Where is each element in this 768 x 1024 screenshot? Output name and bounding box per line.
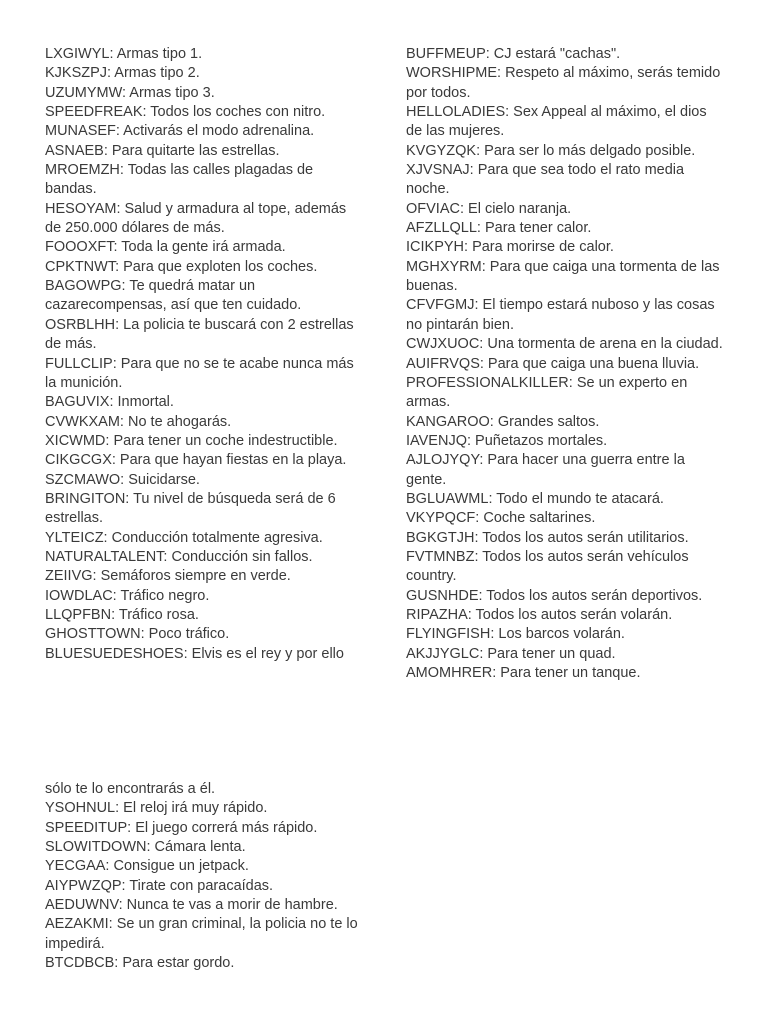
- cheat-entry: GHOSTTOWN: Poco tráfico.: [45, 626, 230, 643]
- cheat-entry: IAVENJQ: Puñetazos mortales.: [406, 432, 608, 449]
- cheat-entry: AJLOJYQY: Para hacer una guerra entre la gente.: [406, 452, 685, 488]
- cheat-entry: OFVIAC: El cielo naranja.: [406, 200, 572, 217]
- cheat-entry: ZEIIVG: Semáforos siempre en verde.: [45, 568, 291, 585]
- cheat-entry: WORSHIPME: Respeto al máximo, serás temido por todos.: [406, 65, 721, 101]
- cheat-entry: HESOYAM: Salud y armadura al tope, además de 250.000 dólares de más.: [45, 200, 347, 237]
- cheat-entry: CFVFGMJ: El tiempo estará nuboso y las cosas no pintarán bien.: [406, 297, 715, 333]
- cheat-entry: BAGUVIX: Inmortal.: [45, 394, 174, 411]
- cheat-entry: FLYINGFISH: Los barcos volarán.: [406, 626, 625, 643]
- cheat-entry: XJVSNAJ: Para que sea todo el rato media noche.: [406, 162, 685, 198]
- cheat-entry: IOWDLAC: Tráfico negro.: [45, 587, 210, 604]
- cheat-list-left-column-continued: [45, 780, 363, 973]
- cheat-entry: ICIKPYH: Para morirse de calor.: [406, 239, 614, 256]
- cheat-entry: KVGYZQK: Para ser lo más delgado posible.: [406, 142, 696, 159]
- cheat-entry: AEDUWNV: Nunca te vas a morir de hambre.: [45, 897, 338, 914]
- cheat-entry: BAGOWPG: Te quedrá matar un cazarecompensas, así que ten cuidado.: [45, 278, 302, 314]
- cheat-entry: SPEEDFREAK: Todos los coches con nitro.: [45, 104, 326, 121]
- cheat-entry: BTCDBCB: Para estar gordo.: [45, 955, 235, 972]
- cheat-entry: YECGAA: Consigue un jetpack.: [45, 858, 249, 875]
- cheat-entry: CPKTNWT: Para que exploten los coches.: [45, 258, 318, 275]
- cheat-list-left-column: [45, 45, 363, 664]
- cheat-entry: KJKSZPJ: Armas tipo 2.: [45, 65, 200, 82]
- cheat-entry: AEZAKMI: Se un gran criminal, la policia no te lo impedirá.: [45, 916, 358, 952]
- cheat-entry: LXGIWYL: Armas tipo 1.: [45, 46, 203, 62]
- cheat-entry: BRINGITON: Tu nivel de búsqueda será de 6 estrellas.: [45, 490, 336, 527]
- cheat-entry: CWJXUOC: Una tormenta de arena en la ciudad.: [406, 336, 723, 353]
- cheat-entry: AKJJYGLC: Para tener un quad.: [406, 645, 616, 662]
- cheat-entry: RIPAZHA: Todos los autos serán volarán.: [406, 606, 673, 623]
- cheat-entry: LLQPFBN: Tráfico rosa.: [45, 606, 199, 623]
- cheat-entry: BLUESUEDESHOES: Elvis es el rey y por ello: [45, 645, 344, 662]
- cheat-entry: AUIFRVQS: Para que caiga una buena lluvia.: [406, 355, 700, 372]
- cheat-entry: sólo te lo encontrarás a él.: [45, 781, 216, 797]
- cheat-entry: UZUMYMW: Armas tipo 3.: [45, 84, 215, 101]
- cheat-entry: CIKGCGX: Para que hayan fiestas en la playa.: [45, 452, 347, 469]
- cheat-entry: AIYPWZQP: Tirate con paracaídas.: [45, 877, 274, 894]
- cheat-entry: MUNASEF: Activarás el modo adrenalina.: [45, 123, 315, 140]
- cheat-entry: BUFFMEUP: CJ estará "cachas".: [406, 46, 621, 62]
- cheat-list-right-column: [406, 45, 726, 683]
- cheat-entry: BGLUAWML: Todo el mundo te atacará.: [406, 490, 664, 507]
- cheat-entry: VKYPQCF: Coche saltarines.: [406, 510, 596, 527]
- cheat-entry: FVTMNBZ: Todos los autos serán vehículos country.: [406, 548, 689, 585]
- cheat-entry: NATURALTALENT: Conducción sin fallos.: [45, 548, 313, 565]
- cheat-entry: MGHXYRM: Para que caiga una tormenta de las buenas.: [406, 258, 720, 295]
- cheat-entry: FOOOXFT: Toda la gente irá armada.: [45, 239, 286, 256]
- cheat-entry: YSOHNUL: El reloj irá muy rápido.: [45, 800, 268, 817]
- cheat-entry: PROFESSIONALKILLER: Se un experto en armas.: [406, 374, 688, 411]
- cheat-entry: MROEMZH: Todas las calles plagadas de bandas.: [45, 162, 314, 198]
- cheat-entry: OSRBLHH: La policia te buscará con 2 estrellas de más.: [45, 316, 354, 353]
- cheat-entry: SPEEDITUP: El juego correrá más rápido.: [45, 819, 318, 836]
- cheat-entry: SLOWITDOWN: Cámara lenta.: [45, 839, 246, 856]
- cheat-entry: AMOMHRER: Para tener un tanque.: [406, 665, 641, 681]
- cheat-entry: ASNAEB: Para quitarte las estrellas.: [45, 142, 280, 159]
- cheat-entry: YLTEICZ: Conducción totalmente agresiva.: [45, 529, 323, 546]
- cheat-entry: BGKGTJH: Todos los autos serán utilitarios.: [406, 529, 689, 546]
- cheat-entry: AFZLLQLL: Para tener calor.: [406, 220, 592, 237]
- cheat-entry: KANGAROO: Grandes saltos.: [406, 413, 600, 430]
- cheat-entry: FULLCLIP: Para que no se te acabe nunca más la munición.: [45, 355, 354, 391]
- cheat-entry: GUSNHDE: Todos los autos serán deportivos.: [406, 587, 703, 604]
- cheat-entry: XICWMD: Para tener un coche indestructible.: [45, 432, 338, 449]
- cheat-entry: SZCMAWO: Suicidarse.: [45, 471, 200, 488]
- cheat-entry: CVWKXAM: No te ahogarás.: [45, 413, 232, 430]
- cheat-entry: HELLOLADIES: Sex Appeal al máximo, el dios de las mujeres.: [406, 104, 707, 140]
